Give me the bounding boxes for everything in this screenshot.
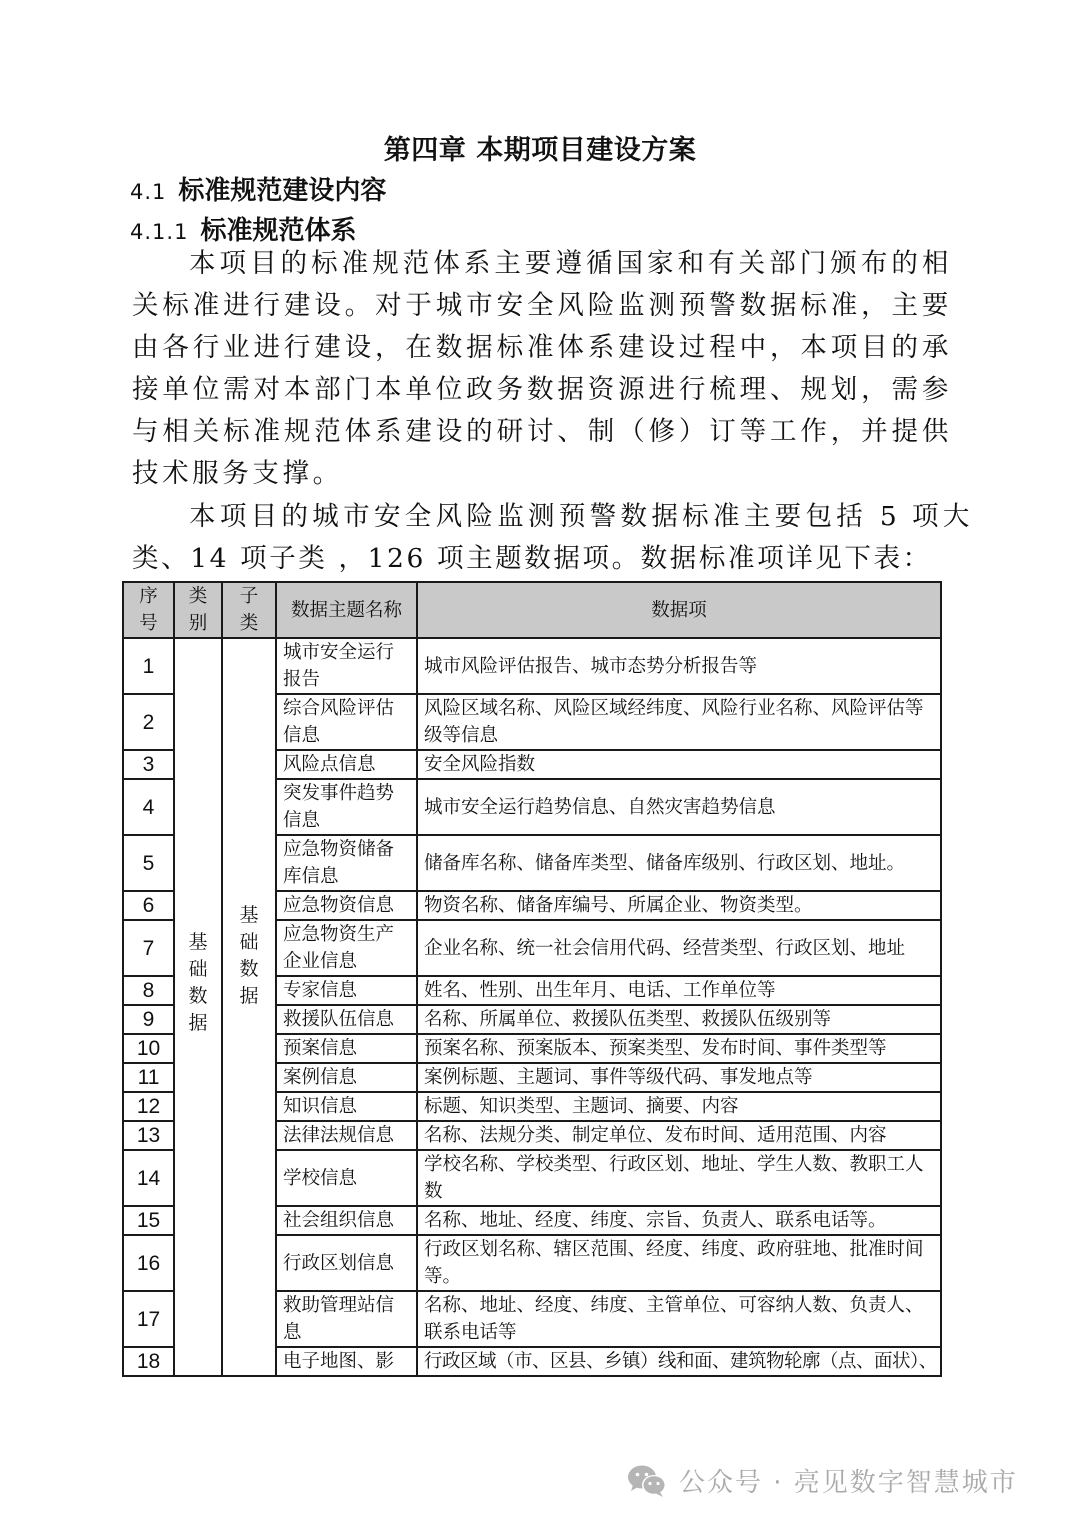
- category-label: 基础数据: [188, 931, 208, 1034]
- wechat-icon: [627, 1464, 667, 1498]
- row-items: 企业名称、统一社会信用代码、经营类型、行政区划、地址: [417, 920, 941, 976]
- row-topic: 应急物资信息: [276, 891, 417, 920]
- row-items: 姓名、性别、出生年月、电话、工作单位等: [417, 976, 941, 1005]
- table-row: [123, 638, 941, 694]
- watermark-text: 公众号 · 亮见数字智慧城市: [679, 1468, 1018, 1498]
- body-paragraph-1: 本项目的标准规范体系主要遵循国家和有关部门颁布的相关标准进行建设。对于城市安全风险监测预警数据标准，主要由各行业进行建设，在数据标准体系建设过程中，本项目的承接单位需对本部门本单位政务数据资源进行梳理、规划，需参与相关标准规范体系建设的研讨、制（修）订等工作，并提供技术服务支撑。: [132, 248, 952, 489]
- row-items: 名称、地址、经度、纬度、宗旨、负责人、联系电话等。: [417, 1206, 941, 1235]
- row-seq: 12: [123, 1092, 174, 1121]
- body-paragraph-2: 本项目的城市安全风险监测预警数据标准主要包括 5 项大类、14 项子类 ，126 项主题数据项。数据标准项详见下表：: [132, 501, 972, 574]
- row-topic: 救助管理站信息: [276, 1291, 417, 1347]
- chapter-title: 第四章 本期项目建设方案: [383, 135, 697, 166]
- row-topic: 救援队伍信息: [276, 1005, 417, 1034]
- row-seq: 13: [123, 1121, 174, 1150]
- row-items: 城市安全运行趋势信息、自然灾害趋势信息: [417, 779, 941, 835]
- subsection-title: 标准规范体系: [200, 216, 357, 246]
- row-topic: 专家信息: [276, 976, 417, 1005]
- row-items: 案例标题、主题词、事件等级代码、事发地点等: [417, 1063, 941, 1092]
- subsection-number: 4.1.1: [130, 220, 189, 244]
- data-standard-table: [122, 581, 942, 1377]
- header-topic: 数据主题名称: [276, 582, 417, 638]
- row-seq: 3: [123, 750, 174, 779]
- row-seq: 9: [123, 1005, 174, 1034]
- row-seq: 11: [123, 1063, 174, 1092]
- row-topic: 行政区划信息: [276, 1235, 417, 1291]
- row-seq: 14: [123, 1150, 174, 1206]
- row-topic: 法律法规信息: [276, 1121, 417, 1150]
- row-items: 安全风险指数: [417, 750, 941, 779]
- row-seq: 17: [123, 1291, 174, 1347]
- subsection-heading: [130, 210, 356, 247]
- header-seq: 序号: [123, 582, 174, 638]
- row-seq: 5: [123, 835, 174, 891]
- row-items: 行政区划名称、辖区范围、经度、纬度、政府驻地、批准时间等。: [417, 1235, 941, 1291]
- row-items: 城市风险评估报告、城市态势分析报告等: [417, 638, 941, 694]
- row-seq: 15: [123, 1206, 174, 1235]
- row-topic: 突发事件趋势信息: [276, 779, 417, 835]
- header-subcategory: 子类: [222, 582, 276, 638]
- section-title: 标准规范建设内容: [178, 176, 387, 206]
- watermark: [627, 1462, 1018, 1499]
- row-topic: 城市安全运行报告: [276, 638, 417, 694]
- row-items: 名称、法规分类、制定单位、发布时间、适用范围、内容: [417, 1121, 941, 1150]
- row-items: 预案名称、预案版本、预案类型、发布时间、事件类型等: [417, 1034, 941, 1063]
- row-seq: 2: [123, 694, 174, 750]
- row-topic: 风险点信息: [276, 750, 417, 779]
- row-topic: 知识信息: [276, 1092, 417, 1121]
- row-seq: 8: [123, 976, 174, 1005]
- row-items: 行政区域（市、区县、乡镇）线和面、建筑物轮廓（点、面状）、: [417, 1347, 941, 1376]
- table-header-row: [123, 582, 941, 638]
- row-items: 风险区域名称、风险区域经纬度、风险行业名称、风险评估等级等信息: [417, 694, 941, 750]
- row-seq: 16: [123, 1235, 174, 1291]
- row-topic: 电子地图、影: [276, 1347, 417, 1376]
- row-items: 储备库名称、储备库类型、储备库级别、行政区划、地址。: [417, 835, 941, 891]
- row-seq: 4: [123, 779, 174, 835]
- subcategory-label: 基础数据: [239, 904, 259, 1007]
- row-topic: 预案信息: [276, 1034, 417, 1063]
- row-topic: 应急物资生产企业信息: [276, 920, 417, 976]
- row-topic: 综合风险评估信息: [276, 694, 417, 750]
- row-seq: 6: [123, 891, 174, 920]
- row-items: 名称、所属单位、救援队伍类型、救援队伍级别等: [417, 1005, 941, 1034]
- section-heading: [130, 170, 386, 207]
- subcategory-cell: [222, 638, 276, 1376]
- header-items: 数据项: [417, 582, 941, 638]
- row-topic: 应急物资储备库信息: [276, 835, 417, 891]
- category-cell: [174, 638, 222, 1376]
- row-seq: 18: [123, 1347, 174, 1376]
- row-topic: 社会组织信息: [276, 1206, 417, 1235]
- row-items: 物资名称、储备库编号、所属企业、物资类型。: [417, 891, 941, 920]
- row-topic: 学校信息: [276, 1150, 417, 1206]
- row-seq: 10: [123, 1034, 174, 1063]
- row-seq: 1: [123, 638, 174, 694]
- row-items: 名称、地址、经度、纬度、主管单位、可容纳人数、负责人、联系电话等: [417, 1291, 941, 1347]
- section-number: 4.1: [130, 180, 167, 204]
- row-items: 学校名称、学校类型、行政区划、地址、学生人数、教职工人数: [417, 1150, 941, 1206]
- row-seq: 7: [123, 920, 174, 976]
- header-category: 类别: [174, 582, 222, 638]
- row-topic: 案例信息: [276, 1063, 417, 1092]
- row-items: 标题、知识类型、主题词、摘要、内容: [417, 1092, 941, 1121]
